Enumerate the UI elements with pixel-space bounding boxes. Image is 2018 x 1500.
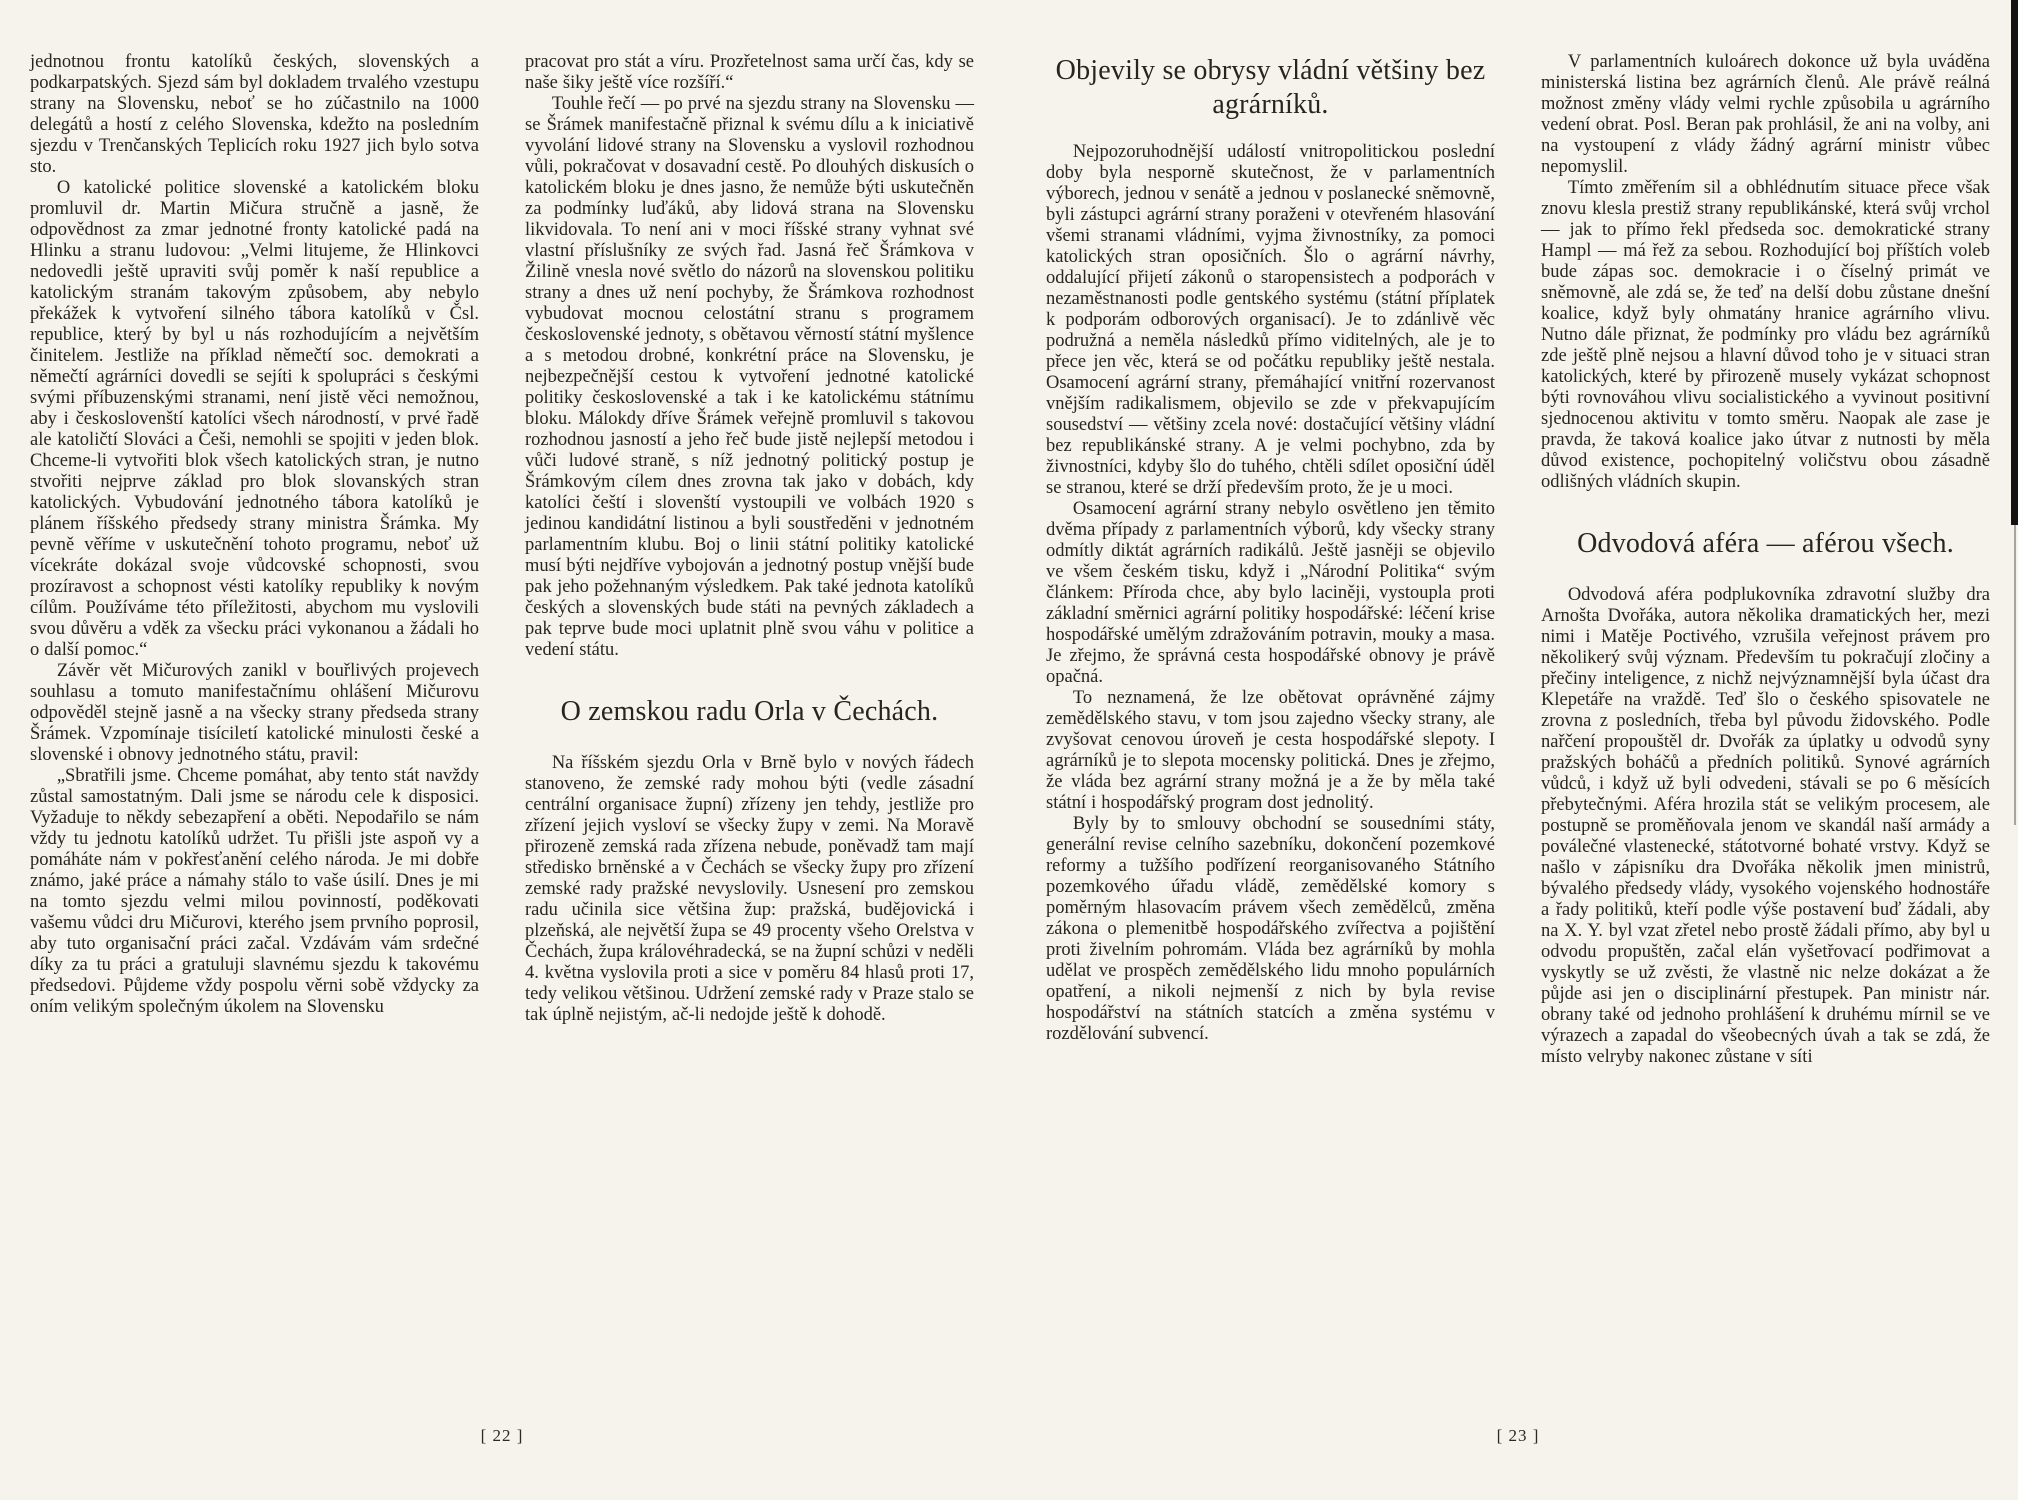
page-23 xyxy=(1046,52,1990,1452)
paragraph: Nejpozoruhodnější událostí vnitropolitickou poslední doby byla nesporně skutečnost, že v parlamentních výborech, jednou v senátě a jednou v poslanecké sněmovně, byli zástupci agrární strany poraženi v otevřeném hlasování všemi stranami vládními, vyjma živnostníky, za pomoci katolických stran oposičních. Šlo o agrární návrhy, oddalující přijetí zákonů o staropensistech a podporách v nezaměstnanosti podle gentského systému (státní příplatek k podporám odborových organisací). Je to zdánlivě věc podružná a neměla následků přímo viditelných, ale je to přece jen věc, která se od počátku republiky ještě nestala. Osamocení agrární strany, přemáhající vnitřní rozervanost vnějším radikalismem, objevilo se zde v překvapujícím sousedství — většiny zcela nové: dostačující většiny vládní bez republikánské strany. A je velmi pochybno, zda by živnostníci, kdyby šlo do tuhého, chtěli sdílet oposiční úděl se stranou, které se drží především proto, že je u moci. xyxy=(1046,142,1495,498)
paragraph: Osamocení agrární strany nebylo osvětleno jen těmito dvěma případy z parlamentních výborů, kdy všecky strany odmítly diktát agrárních radikálů. Ještě jasněji se objevilo ve všem českém tisku, když i „Národní Politika“ svým článkem: Příroda chce, aby bylo laciněji, vystoupla proti základní směrnici agrární politiky hospodářské: léčení krise hospodářské umělým zdražováním potravin, mouky a masa. Je zřejmo, že správná cesta hospodářské obnovy je právě opačná. xyxy=(1046,499,1495,687)
article-heading-agrarnici: Objevily se obrysy vládní většiny bez agrárníků. xyxy=(1055,55,1486,120)
article-heading-odvodova-afera: Odvodová aféra — aférou všech. xyxy=(1577,528,1954,559)
page-22-column-1 xyxy=(30,52,479,1412)
paragraph: pracovat pro stát a víru. Prozřetelnost sama určí čas, kdy se naše šiky ještě více rozšíří.“ xyxy=(525,52,974,93)
paragraph: Závěr vět Mičurových zanikl v bouřlivých projevech souhlasu a tomuto manifestačnímu ohlášení Mičurovu odpověděl stejně jasně a na všecky strany předseda strany Šrámek. Vzpomínaje tisíciletí katolické minulosti české a slovenské i obnovy jednotného státu, pravil: xyxy=(30,661,479,765)
page-23-columns xyxy=(1046,52,1990,1412)
scan-edge-artifact xyxy=(2011,0,2018,525)
paragraph: Na říšském sjezdu Orla v Brně bylo v nových řádech stanoveno, že zemské rady mohou býti (vedle zásadní centrální organisace župní) zřízeny jen tehdy, jestliže pro zřízení jejich vysloví se všecky župy v zemi. Na Moravě přirozeně zemská rada zřízena nebude, poněvadž tam mají středisko brněnské a v Čechách se všecky župy pro zřízení zemské rady pražské nevyslovily. Usnesení pro zemskou radu učinila sice většina žup: pražská, budějovická i plzeňská, ale největší župa se 49 procenty všeho Orelstva v Čechách, župa královéhradecká, se na župní schůzi v neděli 4. května vyslovila proti a sice v poměru 84 hlasů proti 17, tedy velikou většinou. Udržení zemské rady v Praze stalo se tak úplně nejistým, ač-li nedojde ještě k dohodě. xyxy=(525,753,974,1025)
paragraph: Odvodová aféra podplukovníka zdravotní služby dra Arnošta Dvořáka, autora několika dramatických her, mezi nimi i Matěje Poctivého, vzrušila veřejnost právem pro několikerý svůj význam. Především tu pokračují zločiny a přečiny inteligence, z nichž nejvýznamnější byla účast dra Klepetáře na vraždě. Teď šlo o českého spisovatele ne zrovna z posledních, třeba byl původu židovského. Podle nařčení propouštěl dr. Dvořák za úplatky u odvodů syny pražských boháčů a předních politiků. Synové agrárních vůdců, i když už byli odvedeni, stávali se po 6 měsících přebytečnými. Aféra hrozila stát se velikým procesem, ale postupně se proměňovala jenom ve skandál naší armády a poválečné vlastenecké, státotvorné bohaté vrstvy. Když se našlo v zápisníku dra Dvořáka několik jmen ministrů, bývalého předsedy vlády, vysokého vojenského hodnostáře a řady politiků, kteří podle výše postavení buď žádali, aby na X. Y. byl vzat zřetel nebo prostě žádali přímo, aby byl u odvodu propuštěn, začal elán vyšetřovací podřimovat a vyskytly se už zvěsti, že vlastně nic nelze dokázat a že půjde asi jen o disciplinární přestupek. Pan ministr nár. obrany také od jednoho prohlášení k druhému mírnil se ve výrazech a zapadal do všeobecných úvah a tak se zdá, že místo velryby nakonec zůstane v síti xyxy=(1541,585,1990,1067)
paragraph: O katolické politice slovenské a katolickém bloku promluvil dr. Martin Mičura stručně a jasně, že odpovědnost za zmar jednotné fronty katolické padá na Hlinku a stranu ludovou: „Velmi litujeme, že Hlinkovci nedovedli ještě upraviti svůj poměr k naší republice a katolickým stranám takovým způsobem, aby nebylo překážek k vytvoření silného tábora katolíků v Čsl. republice, který by byl u nás rozhodujícím a největším činitelem. Jestliže na příklad němečtí soc. demokrati a němečtí agrárníci dovedli se sejíti k spolupráci s českými svými příbuzenskými stranami, není jistě věci nemožnou, aby i českoslovenští katolíci všech národností, v prvé řadě ale katoličtí Slováci a Češi, nemohli se spojiti v jeden blok. Chceme-li vytvořiti blok všech katolických stran, je nutno stvořiti nejprve základ pro blok slovanských stran katolických. Vybudování jednotného tábora katolíků je plánem říšského předsedy strany ministra Šrámka. My pevně věříme v uskutečnění tohoto programu, neboť už vícekráte dokázal svoje vůdcovské schopnosti, svou prozíravost a schopnost vésti katolíky republiky k novým cílům. Používáme této příležitosti, abychom mu vyslovili svou důvěru a vděk za všecku práci vykonanou a žádali ho o další pomoc.“ xyxy=(30,178,479,660)
page-23-column-2 xyxy=(1541,52,1990,1412)
scan-edge-artifact-thin xyxy=(2014,525,2016,825)
paragraph: To neznamená, že lze obětovat oprávněné zájmy zemědělského stavu, v tom jsou zajedno všecky strany, ale zvyšovat cenovou úroveň je cesta hospodářské slepoty. I agrárníků je to slepota mocensky politická. Dnes je zřejmo, že vláda bez agrární strany možná je a že by měla také státní i hospodářský program dost jednolitý. xyxy=(1046,688,1495,813)
paragraph: jednotnou frontu katolíků českých, slovenských a podkarpatských. Sjezd sám byl dokladem trvalého vzestupu strany na Slovensku, neboť se ho zúčastnilo na 1000 delegátů a hostí z celého Slovenska, kdežto na posledním sjezdu v Trenčanských Teplicích roku 1927 jich bylo sotva sto. xyxy=(30,52,479,177)
page-22-columns xyxy=(30,52,974,1412)
paragraph: Touhle řečí — po prvé na sjezdu strany na Slovensku — se Šrámek manifestačně přiznal k svému dílu a k iniciativě vyvolání lidové strany na Slovensku a vyslovil rozhodnou vůli, pokračovat v dosavadní cestě. Po dlouhých diskusích o katolickém bloku je dnes jasno, že nemůže býti uskutečněn za podmínky luďáků, aby lidová strana na Slovensku likvidovala. To není ani v moci říšské strany vyhnat své vlastní příslušníky ze svých řad. Jasná řeč Šrámkova v Žilině vnesla nové světlo do názorů na slovenskou politiku strany a dnes už není pochyby, že Šrámkova rozhodnost vybudovat mocnou celostátní stranu s programem československé jednoty, s obětavou věrností státní myšlence a s metodou drobné, konkrétní práce na Slovensku, je nejbezpečnější cestou k vytvoření jednotné katolické politiky československé a tak i ke katolickému státnímu bloku. Málokdy dříve Šrámek veřejně promluvil s takovou rozhodnou jasností a jeho řeč bude jistě nejlepší metodou i vůči ludové straně, s níž jednotný politický postup je Šrámkovým cílem dnes zrovna tak jako v dobách, kdy katolíci čeští i slovenští vystoupili ve volbách 1920 s jedinou kandidátní listinou a byli soustředěni v jednotném parlamentním klubu. Boj o linii státní politiky katolické musí býti nejdříve vybojován a jednotný postup vnější bude pak jeho požehnaným výsledkem. Pak také jednota katolíků českých a slovenských bude státi na pevných základech a pak teprve bude moci uplatnit plně svou váhu v politice a vedení státu. xyxy=(525,94,974,660)
page-22 xyxy=(30,52,974,1452)
paragraph: Tímto změřením sil a obhlédnutím situace přece však znovu klesla prestiž strany republikánské, která svůj vrchol — jak to přímo řekl předseda soc. demokratické strany Hampl — má řež za sebou. Rozhodující boj příštích voleb bude zápas soc. demokracie i o číselný primát ve sněmovně, ale zdá se, že teď na delší dobu zůstane dnešní koalice, když byly ohmatány hranice agrárního vlivu. Nutno dále přiznat, že podmínky pro vládu bez agrárníků zde ještě plně nejsou a hlavní důvod toho je v situaci stran katolických, které by přirozeně musely vykázat schopnost býti rovnováhou vlivu socialistického a vyvinout positivní sjednocenou aktivitu v tomto směru. Naopak ale zase je pravda, že taková koalice jako útvar z nutnosti by měla důvod existence, pochopitelný voličstvu obou zásadně odlišných vládních skupin. xyxy=(1541,178,1990,492)
page-23-column-1 xyxy=(1046,52,1495,1412)
paragraph: „Sbratřili jsme. Chceme pomáhat, aby tento stát navždy zůstal samostatným. Dali jsme se národu cele k disposici. Vyžaduje to někdy sebezapření a oběti. Nepodařilo se nám vždy tu jednotu katolíků udržet. Tu přišli jste aspoň vy a pomáháte nám v pokřesťanění celého národa. Je mi dobře známo, jaké práce a námahy stálo to vaše úsilí. Dnes je mi na tomto sjezdu velmi milou povinností, poděkovati vašemu vůdci dru Mičurovi, kterého jsem prvního poprosil, aby tuto organisační práci začal. Vzdávám vám srdečné díky za tu práci a gratuluji slavnému sjezdu k takovému předsedovi. Půjdeme vždy pospolu věrni sobě vždycky za oním velikým společným úkolem na Slovensku xyxy=(30,766,479,1017)
paragraph: V parlamentních kuloárech dokonce už byla uváděna ministerská listina bez agrárních členů. Ale právě reálná možnost změny vlády velmi rychle způsobila u agrárního vedení obrat. Posl. Beran pak prohlásil, že ani na volby, ani na vystoupení z vlády žádný agrární ministr vůbec nepomyslil. xyxy=(1541,52,1990,177)
article-heading-orel: O zemskou radu Orla v Čechách. xyxy=(560,696,939,727)
page-22-column-2 xyxy=(525,52,974,1412)
paragraph: Byly by to smlouvy obchodní se sousedními státy, generální revise celního sazebníku, dokončení pozemkové reformy a tužšího podřízení reorganisovaného Státního pozemkového úřadu vládě, zemědělské komory s poměrným hlasovacím právem všech zemědělců, změna zákona o plemenitbě hospodářského zvířectva a pojištění proti živelním pohromám. Vláda bez agrárníků by mohla udělat ve prospěch zemědělského lidu mnoho populárních opatření, a nikoli nejmenší z nich by byla revise hospodářství na státních statcích a změna systému v rozdělování subvencí. xyxy=(1046,814,1495,1044)
page-number-22: [ 22 ] xyxy=(480,1426,524,1445)
page-number-23: [ 23 ] xyxy=(1496,1426,1540,1445)
